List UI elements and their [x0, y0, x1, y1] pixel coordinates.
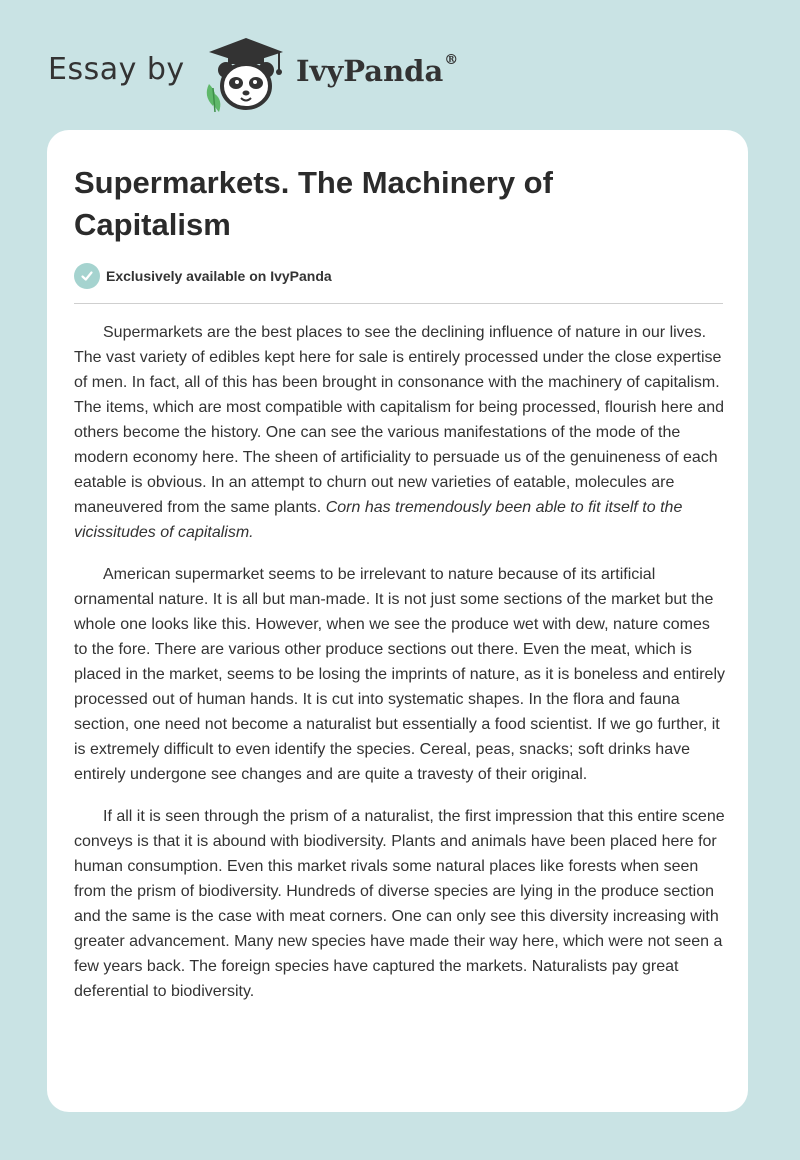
- site-header: [48, 28, 768, 118]
- paragraph-3: If all it is seen through the prism of a naturalist, the first impression that this entire scene conveys is that it is abound with biodiversity. Plants and animals have been placed here for human consumption. Even this market rivals some natural places like forests when seen from the prism of biodiversity. Hundreds of diverse species are lying in the produce section and the same is the case with meat corners. One can only see this diversity increasing with greater advancement. Many new species have made their way here, which were not seen a few years back. The foreign species have captured the markets. Naturalists pay great deferential to biodiversity.: [74, 808, 725, 1000]
- divider: [74, 303, 723, 304]
- paragraph-2: American supermarket seems to be irrelevant to nature because of its artificial ornamental nature. It is all but man-made. It is not just some sections of the market but the whole one looks like this. However, when we see the produce wet with dew, nature comes to the fore. There are various other produce sections out there. Even the meat, which is placed in the market, seems to be losing the imprints of nature, as it is boneless and entirely processed out of human hands. It is cut into systematic shapes. In the flora and fauna section, one need not become a naturalist but essentially a food scientist. If we go further, it is extremely difficult to even identify the species. Cereal, peas, snacks; soft drinks have entirely undergone see changes and are quite a travesty of their original.: [74, 566, 726, 783]
- essay-card: [47, 130, 748, 1112]
- brand-name[interactable]: IvyPanda®: [296, 52, 459, 88]
- exclusive-badge: [74, 263, 332, 289]
- essay-body: [74, 320, 725, 1021]
- check-icon: [74, 263, 100, 289]
- paragraph-1-italic: Corn has tremendously been able to fit itself to the vicissitudes of capitalism.: [74, 499, 683, 541]
- paragraph-1: Supermarkets are the best places to see the declining influence of nature in our lives. The vast variety of edibles kept here for sale is entirely processed under the close expertise of men. In fact, all of this has been brought in consonance with the machinery of capitalism. The items, which are most compatible with capitalism for being processed, flourish here and others become the history. One can see the various manifestations of the mode of the modern economy here. The sheen of artificiality to persuade us of the genuineness of each eatable is obvious. In an attempt to churn out new varieties of eatable, molecules are maneuvered from the same plants. Corn has tremendously been able to fit itself to the vicissitudes of capitalism.: [74, 324, 725, 541]
- essay-title: Supermarkets. The Machinery of Capitalism: [74, 165, 553, 242]
- panda-logo-icon: [201, 34, 291, 114]
- essay-by-label: Essay by: [48, 52, 185, 87]
- registered-mark: ®: [444, 52, 459, 68]
- exclusive-label: Exclusively available on IvyPanda: [106, 268, 332, 284]
